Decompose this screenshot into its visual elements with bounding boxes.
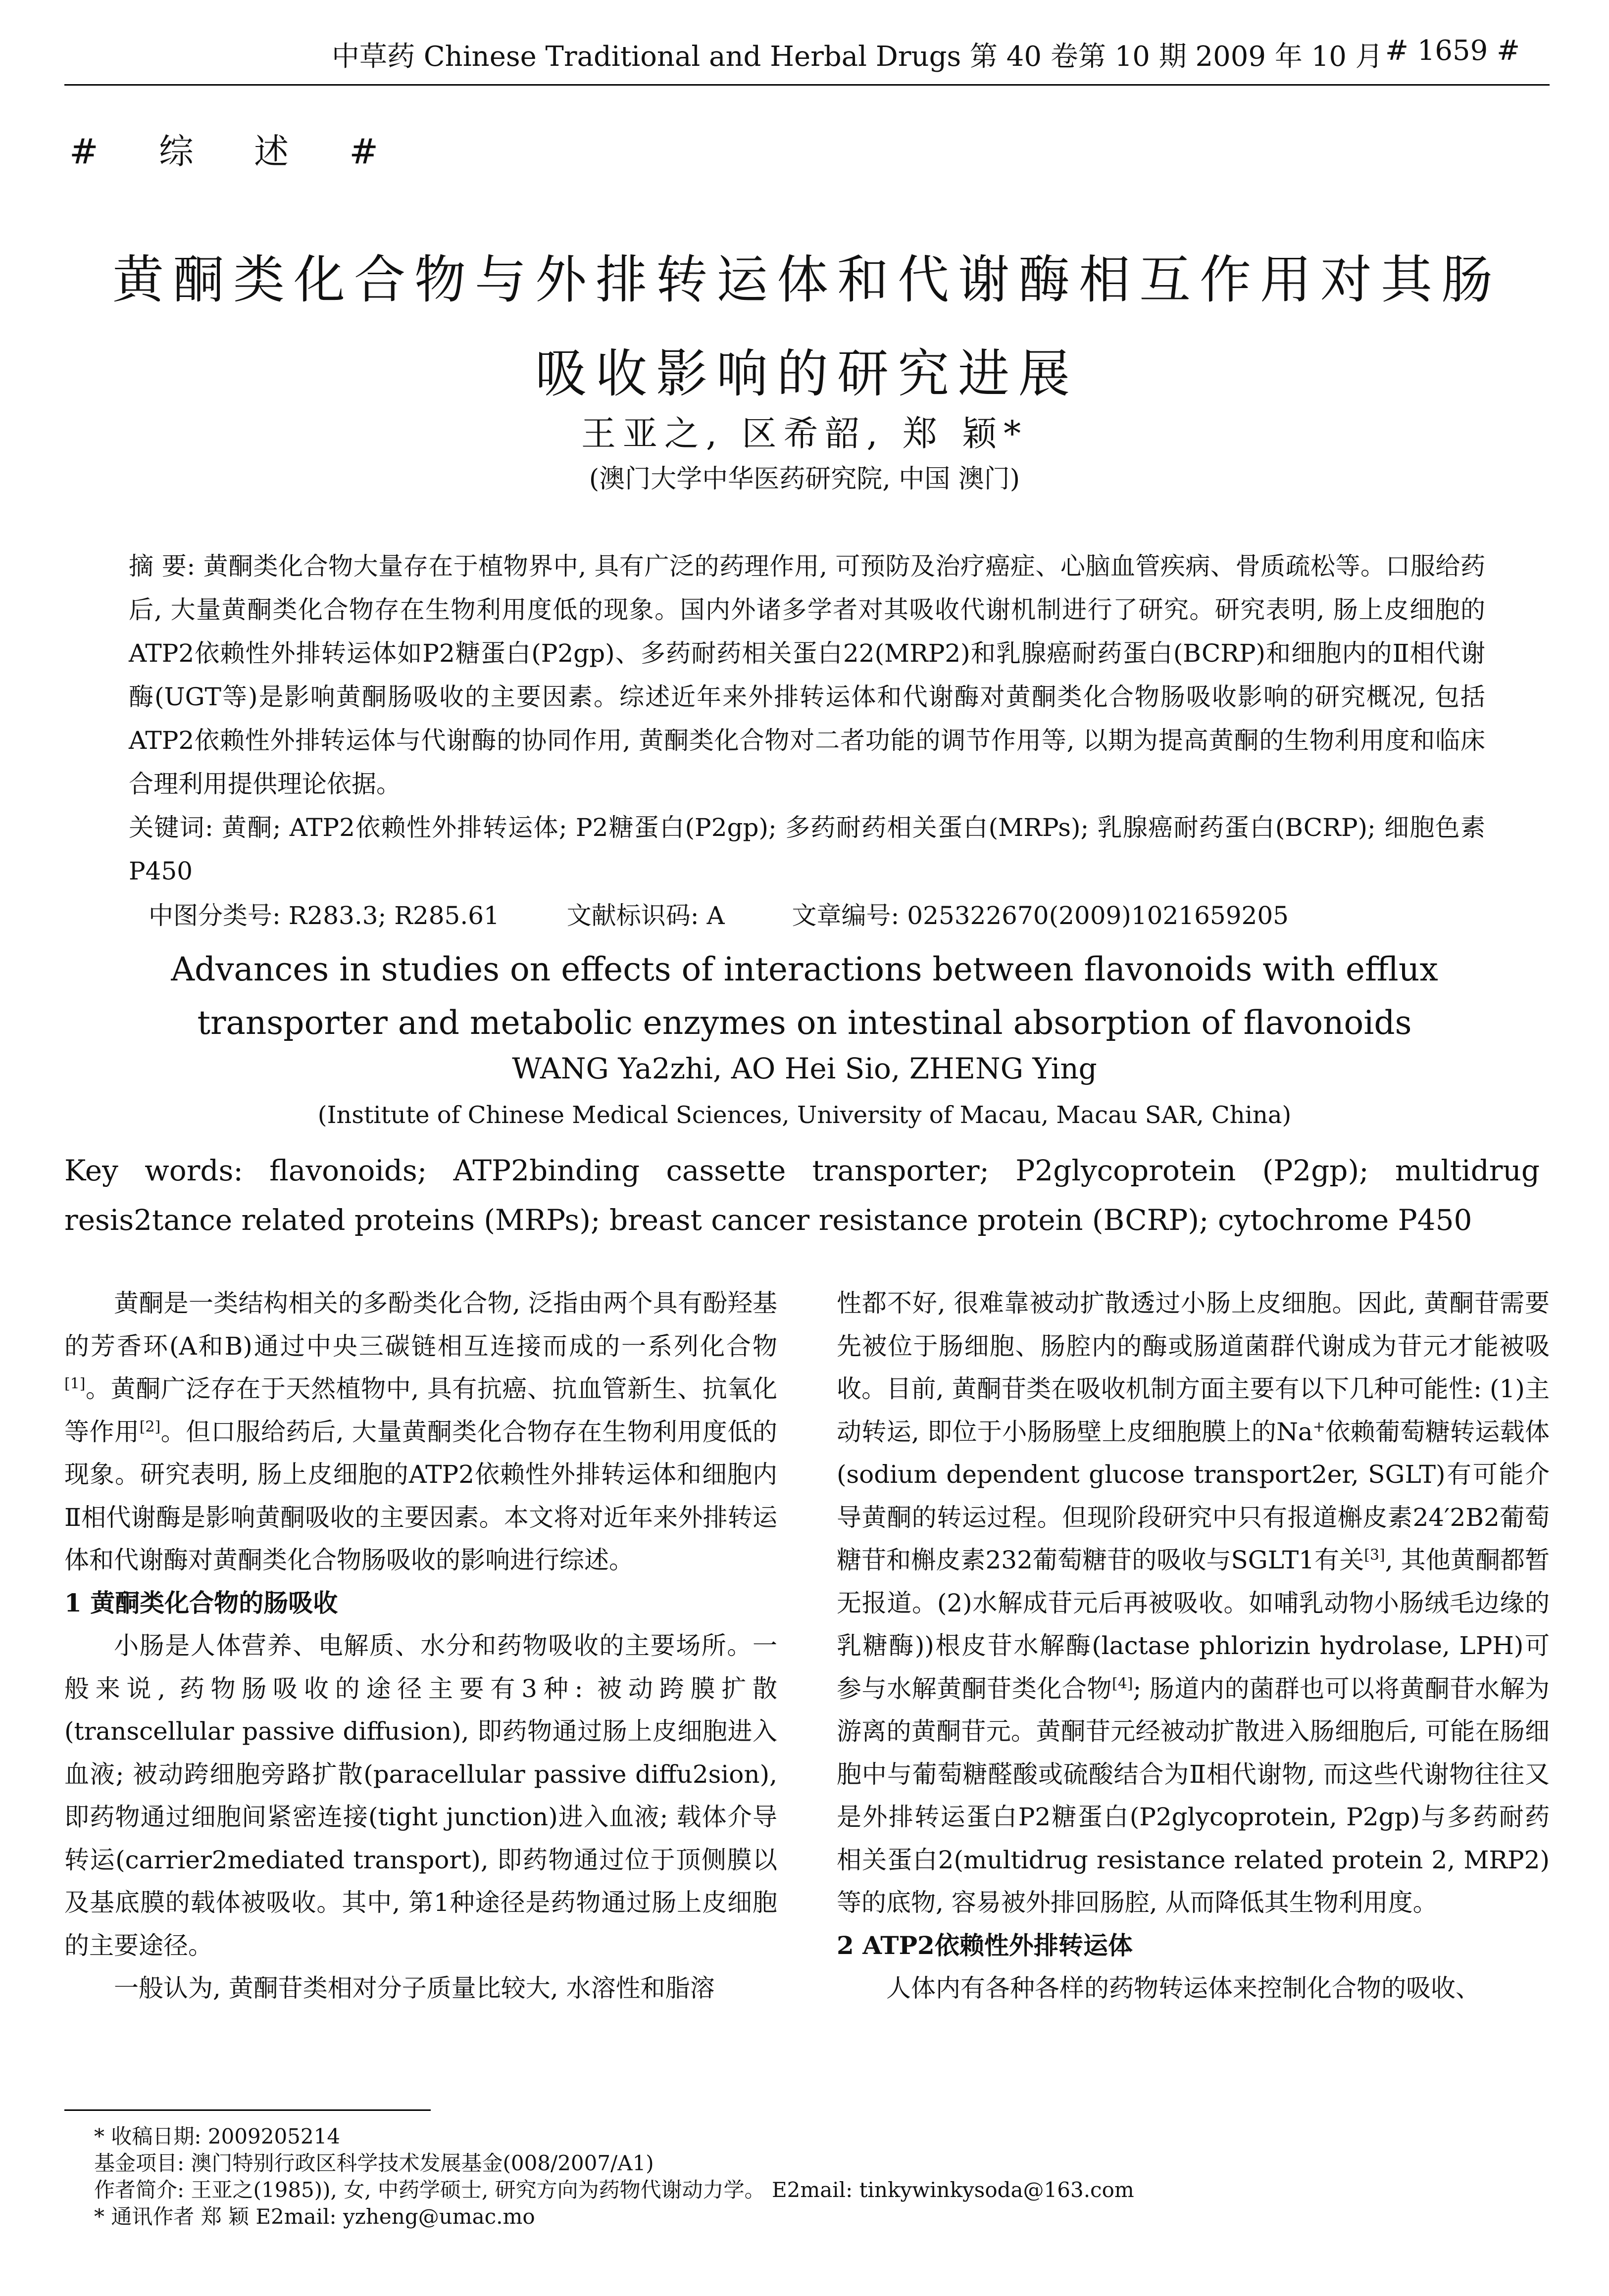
text-run: 依赖葡萄糖转运载体(sodium dependent glucose transport2er, SGLT)有可能介导黄酮的转运过程。但现阶段研究中只有报道槲皮素24′2B2葡萄糖苷和槲皮素232葡萄糖苷的吸收与SGLT1有关 (837, 1417, 1550, 1574)
page-number: # 1659 # (1385, 35, 1520, 67)
running-header (64, 30, 1550, 86)
abstract-block (129, 544, 1485, 937)
footnote-author: 作者简介: 王亚之(1985)), 女, 中药学硕士, 研究方向为药物代谢动力学。 E2mail: tinkywinkysoda@163.com (94, 2178, 1134, 2202)
affiliation-chinese: (澳门大学中华医药研究院, 中国 澳门) (589, 464, 1020, 494)
footnote-corresponding: * 通讯作者 郑 颖 E2mail: yzheng@umac.mo (94, 2204, 535, 2229)
keywords-chinese: 关键词: 黄酮; ATP2依赖性外排转运体; P2糖蛋白(P2gp); 多药耐药相关蛋白(MRPs); 乳腺癌耐药蛋白(BCRP); 细胞色素P450 (129, 813, 1485, 885)
text-run: 。但口服给药后, 大量黄酮类化合物存在生物利用度低的现象。研究表明, 肠上皮细胞的ATP2依赖性外排转运体和细胞内Ⅱ相代谢酶是影响黄酮吸收的主要因素。本文将对近年来外排转运体和代谢酶对黄酮类化合物肠吸收的影响进行综述。 (64, 1417, 777, 1574)
text-run: 。黄酮广泛存在于天然植物中, 具有抗癌、抗血管新生、抗氧化等作用 (64, 1374, 777, 1446)
article-number: 文章编号: 025322670(2009)1021659205 (792, 901, 1289, 930)
journal-info: 中草药 Chinese Traditional and Herbal Drugs 第 40 卷第 10 期 2009 年 10 月 (332, 41, 1383, 73)
title-english: Advances in studies on effects of interactions between flavonoids with efflux transporter and metabolic enzymes on intestinal absorption of flavonoids (171, 950, 1438, 1042)
authors-english: WANG Ya2zhi, AO Hei Sio, ZHENG Ying (512, 1052, 1097, 1085)
citation[interactable]: [4] (1112, 1674, 1133, 1692)
footnote-divider (64, 2109, 431, 2111)
affiliation-english: (Institute of Chinese Medical Sciences, University of Macau, Macau SAR, China) (317, 1101, 1292, 1129)
body-column-left (64, 1282, 777, 2010)
text-run: , 其他黄酮都暂无报道。(2)水解成苷元后再被吸收。如哺乳动物小肠绒毛边缘的乳糖酶))根皮苷水解酶(lactase phlorizin hydrolase, LPH)可参与水解黄酮苷类化合物 (837, 1546, 1550, 1703)
footnote-received: * 收稿日期: 2009205214 (94, 2124, 341, 2149)
citation[interactable]: [3] (1364, 1546, 1385, 1564)
title-chinese: 黄酮类化合物与外排转运体和代谢酶相互作用对其肠吸收影响的研究进展 (112, 249, 1502, 404)
clc-number: 中图分类号: R283.3; R285.61 (149, 901, 500, 930)
keywords-english: Key words: flavonoids; ATP2binding cassette transporter; P2glycoprotein (P2gp); multidrug resis2tance related proteins (MRPs); breast cancer resistance protein (BCRP); cytochrome P450 (64, 1154, 1540, 1237)
superscript: + (1312, 1417, 1325, 1435)
document-code: 文献标识码: A (566, 901, 725, 930)
authors-chinese: 王亚之, 区希韶, 郑 颖* (581, 413, 1028, 454)
paragraph (837, 1282, 1550, 1924)
section-label: # 综 述 # (69, 131, 403, 172)
footnote-fund: 基金项目: 澳门特别行政区科学技术发展基金(008/2007/A1) (94, 2151, 654, 2175)
abstract-chinese: 摘 要: 黄酮类化合物大量存在于植物界中, 具有广泛的药理作用, 可预防及治疗癌症、心脑血管疾病、骨质疏松等。口服给药后, 大量黄酮类化合物存在生物利用度低的现象。国内外诸多学者对其吸收代谢机制进行了研究。研究表明, 肠上皮细胞的ATP2依赖性外排转运体如P2糖蛋白(P2gp)、多药耐药相关蛋白22(MRP2)和乳腺癌耐药蛋白(BCRP)和细胞内的Ⅱ相代谢酶(UGT等)是影响黄酮肠吸收的主要因素。综述近年来外排转运体和代谢酶对黄酮类化合物肠吸收影响的研究概况, 包括ATP2依赖性外排转运体与代谢酶的协同作用, 黄酮类化合物对二者功能的调节作用等, 以期为提高黄酮的生物利用度和临床合理利用提供理论依据。 (129, 552, 1485, 798)
citation[interactable]: [1] (64, 1375, 86, 1393)
section-heading: 2 ATP2依赖性外排转运体 (837, 1930, 1133, 1960)
paragraph (64, 1282, 777, 1582)
footnotes (94, 2123, 1579, 2230)
text-run: 性都不好, 很难靠被动扩散透过小肠上皮细胞。因此, 黄酮苷需要先被位于肠细胞、肠腔内的酶或肠道菌群代谢成为苷元才能被吸收。目前, 黄酮苷类在吸收机制方面主要有以下几种可能性: (1)主动转运, 即位于小肠肠壁上皮细胞膜上的Na (837, 1289, 1550, 1446)
section-heading: 1 黄酮类化合物的肠吸收 (64, 1588, 338, 1617)
text-run: ; 肠道内的菌群也可以将黄酮苷水解为游离的黄酮苷元。黄酮苷元经被动扩散进入肠细胞后, 可能在肠细胞中与葡萄糖醛酸或硫酸结合为Ⅱ相代谢物, 而这些代谢物往往又是外排转运蛋白P2糖蛋白(P2glycoprotein, P2gp)与多药耐药相关蛋白2(multidrug resistance related protein 2, MRP2)等的底物, 容易被外排回肠腔, 从而降低其生物利用度。 (837, 1674, 1550, 1917)
paragraph: 小肠是人体营养、电解质、水分和药物吸收的主要场所。一般来说, 药物肠吸收的途径主要有3种: 被动跨膜扩散(transcellular passive diffusion), 即药物通过肠上皮细胞进入血液; 被动跨细胞旁路扩散(paracellular passive diffu2sion), 即药物通过细胞间紧密连接(tight junction)进入血液; 载体介导转运(carrier2mediated transport), 即药物通过位于顶侧膜以及基底膜的载体被吸收。其中, 第1种途径是药物通过肠上皮细胞的主要途径。 (64, 1631, 777, 1960)
paragraph: 一般认为, 黄酮苷类相对分子质量比较大, 水溶性和脂溶 (114, 1974, 715, 2003)
citation[interactable]: [2] (139, 1417, 161, 1435)
classification-line (129, 894, 1485, 937)
text-run: 黄酮是一类结构相关的多酚类化合物, 泛指由两个具有酚羟基的芳香环(A和B)通过中央三碳链相互连接而成的一系列化合物 (64, 1289, 777, 1361)
body-column-right (837, 1282, 1550, 2010)
paragraph: 人体内有各种各样的药物转运体来控制化合物的吸收、 (886, 1974, 1480, 2003)
